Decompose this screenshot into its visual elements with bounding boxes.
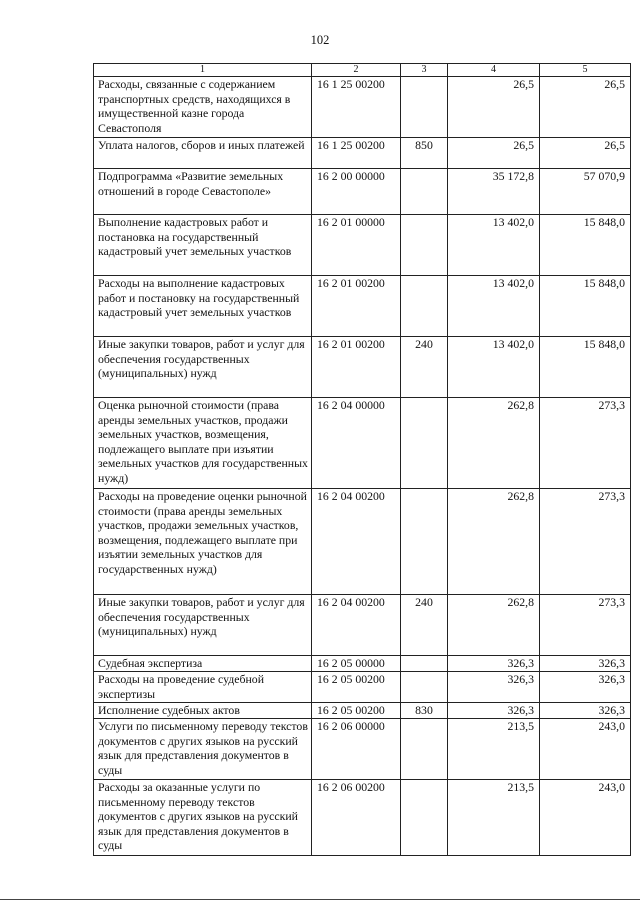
row-vr	[401, 77, 448, 138]
row-year1: 213,5	[448, 719, 540, 780]
row-year2: 26,5	[540, 138, 631, 169]
row-name: Расходы на проведение оценки рыночной стоимости (права аренды земельных участков, продажи земельных участков, возмещения, подлежащего выплате при изъятии земельных участков для государственных нужд)	[94, 489, 312, 595]
row-code: 16 1 25 00200	[312, 77, 401, 138]
row-year2: 273,3	[540, 489, 631, 595]
header-cell: 4	[448, 64, 540, 77]
row-code: 16 2 06 00200	[312, 780, 401, 856]
row-code: 16 2 04 00000	[312, 398, 401, 489]
row-code: 16 2 01 00200	[312, 337, 401, 398]
row-code: 16 2 05 00200	[312, 703, 401, 719]
row-year2: 243,0	[540, 719, 631, 780]
row-name: Иные закупки товаров, работ и услуг для обеспечения государственных (муниципальных) нужд	[94, 595, 312, 656]
row-code: 16 2 01 00200	[312, 276, 401, 337]
row-code: 16 2 06 00000	[312, 719, 401, 780]
header-row	[94, 64, 631, 77]
row-year1: 326,3	[448, 703, 540, 719]
row-vr	[401, 672, 448, 703]
table-row	[94, 169, 631, 215]
row-year1: 262,8	[448, 489, 540, 595]
row-year2: 57 070,9	[540, 169, 631, 215]
row-vr	[401, 215, 448, 276]
row-vr	[401, 398, 448, 489]
row-year1: 26,5	[448, 138, 540, 169]
row-name: Исполнение судебных актов	[94, 703, 312, 719]
row-name: Оценка рыночной стоимости (права аренды земельных участков, продажи земельных участков, возмещения, подлежащего выплате при изъятии земельных участков для государственных нужд)	[94, 398, 312, 489]
row-name: Выполнение кадастровых работ и постановка на государственный кадастровый учет земельных участков	[94, 215, 312, 276]
row-code: 16 1 25 00200	[312, 138, 401, 169]
table-row	[94, 138, 631, 169]
row-vr	[401, 780, 448, 856]
budget-table	[93, 63, 631, 856]
row-year1: 262,8	[448, 398, 540, 489]
row-vr: 240	[401, 337, 448, 398]
row-name: Подпрограмма «Развитие земельных отношений в городе Севастополе»	[94, 169, 312, 215]
row-year1: 262,8	[448, 595, 540, 656]
row-vr	[401, 656, 448, 672]
row-year2: 26,5	[540, 77, 631, 138]
page-number: 102	[310, 33, 330, 47]
table-row	[94, 672, 631, 703]
row-name: Услуги по письменному переводу текстов документов с других языков на русский язык для представления документов в суды	[94, 719, 312, 780]
table-row	[94, 215, 631, 276]
table-row	[94, 337, 631, 398]
header-cell: 2	[312, 64, 401, 77]
row-code: 16 2 04 00200	[312, 489, 401, 595]
header-cell: 5	[540, 64, 631, 77]
header-cell: 1	[94, 64, 312, 77]
row-code: 16 2 04 00200	[312, 595, 401, 656]
row-year1: 326,3	[448, 656, 540, 672]
row-vr	[401, 169, 448, 215]
table-row	[94, 703, 631, 719]
row-year2: 326,3	[540, 703, 631, 719]
row-vr	[401, 489, 448, 595]
row-vr	[401, 719, 448, 780]
row-year1: 326,3	[448, 672, 540, 703]
row-year1: 13 402,0	[448, 215, 540, 276]
table-row	[94, 595, 631, 656]
row-code: 16 2 05 00000	[312, 656, 401, 672]
row-year2: 326,3	[540, 656, 631, 672]
row-vr	[401, 276, 448, 337]
row-year2: 15 848,0	[540, 337, 631, 398]
row-year2: 273,3	[540, 398, 631, 489]
row-vr: 850	[401, 138, 448, 169]
row-year1: 35 172,8	[448, 169, 540, 215]
row-year2: 273,3	[540, 595, 631, 656]
table-row	[94, 77, 631, 138]
table-row	[94, 656, 631, 672]
row-year2: 15 848,0	[540, 276, 631, 337]
table-row	[94, 719, 631, 780]
row-code: 16 2 00 00000	[312, 169, 401, 215]
row-year1: 213,5	[448, 780, 540, 856]
row-name: Уплата налогов, сборов и иных платежей	[94, 138, 312, 169]
row-code: 16 2 01 00000	[312, 215, 401, 276]
page-bottom-rule	[0, 899, 640, 900]
row-year1: 13 402,0	[448, 276, 540, 337]
table-row	[94, 398, 631, 489]
row-name: Расходы за оказанные услуги по письменному переводу текстов документов с других языков на русский язык для представления документов в суды	[94, 780, 312, 856]
row-year2: 243,0	[540, 780, 631, 856]
row-name: Расходы на выполнение кадастровых работ и постановку на государственный кадастровый учет земельных участков	[94, 276, 312, 337]
table-row	[94, 489, 631, 595]
row-vr: 240	[401, 595, 448, 656]
row-name: Судебная экспертиза	[94, 656, 312, 672]
row-year2: 326,3	[540, 672, 631, 703]
table-row	[94, 780, 631, 856]
row-name: Расходы, связанные с содержанием транспортных средств, находящихся в имущественной казне города Севастополя	[94, 77, 312, 138]
header-cell: 3	[401, 64, 448, 77]
row-name: Расходы на проведение судебной экспертизы	[94, 672, 312, 703]
table-row	[94, 276, 631, 337]
row-year2: 15 848,0	[540, 215, 631, 276]
row-code: 16 2 05 00200	[312, 672, 401, 703]
row-name: Иные закупки товаров, работ и услуг для обеспечения государственных (муниципальных) нужд	[94, 337, 312, 398]
row-year1: 13 402,0	[448, 337, 540, 398]
row-vr: 830	[401, 703, 448, 719]
row-year1: 26,5	[448, 77, 540, 138]
